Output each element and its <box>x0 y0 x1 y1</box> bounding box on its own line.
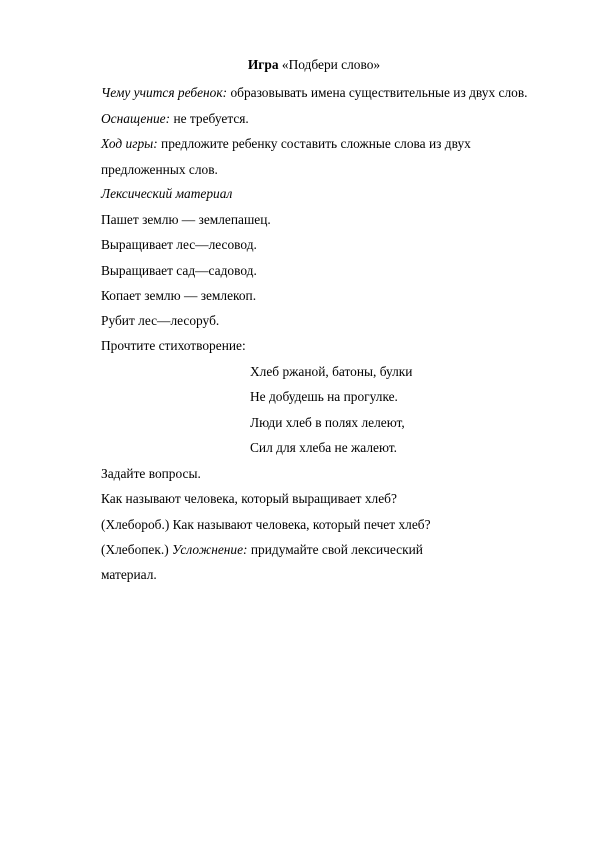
title-rest: «Подбери слово» <box>278 57 381 72</box>
example-line: Копает землю — землекоп. <box>101 288 257 303</box>
course-line <box>101 136 471 152</box>
page-title <box>0 57 595 73</box>
poem-line: Люди хлеб в полях лелеют, <box>250 415 405 430</box>
learn-text: образовывать имена существительные из двух слов. <box>227 85 528 100</box>
lexical-heading: Лексический материал <box>101 186 233 201</box>
complication-text: придумайте свой лексический <box>247 542 423 557</box>
example-line: Выращивает лес—лесовод. <box>101 237 257 252</box>
q3-start: (Хлебопек.) <box>101 542 173 557</box>
example-line: Рубит лес—лесоруб. <box>101 313 220 328</box>
poem-line: Сил для хлеба не жалеют. <box>250 440 397 455</box>
complication-line <box>101 542 423 558</box>
learn-label: Чему учится ребенок: <box>101 85 228 100</box>
learn-line <box>101 85 528 101</box>
equipment-text: не требуется. <box>170 111 249 126</box>
question-line: (Хлебороб.) Как называют человека, который печет хлеб? <box>101 517 431 532</box>
poem-line: Хлеб ржаной, батоны, булки <box>250 364 413 379</box>
example-line: Пашет землю — землепашец. <box>101 212 271 227</box>
course-text: предложите ребенку составить сложные слова из двух <box>157 136 471 151</box>
read-poem-line: Прочтите стихотворение: <box>101 338 246 353</box>
equipment-label: Оснащение: <box>101 111 171 126</box>
complication-line-cont: материал. <box>101 567 157 582</box>
example-line: Выращивает сад—садовод. <box>101 263 257 278</box>
course-line-cont: предложенных слов. <box>101 162 218 177</box>
title-bold: Игра <box>247 57 279 72</box>
questions-intro: Задайте вопросы. <box>101 466 201 481</box>
course-label: Ход игры: <box>101 136 158 151</box>
poem-line: Не добудешь на прогулке. <box>250 389 398 404</box>
equipment-line <box>101 111 249 127</box>
complication-label: Усложнение: <box>172 542 248 557</box>
question-line: Как называют человека, который выращивает хлеб? <box>101 491 397 506</box>
